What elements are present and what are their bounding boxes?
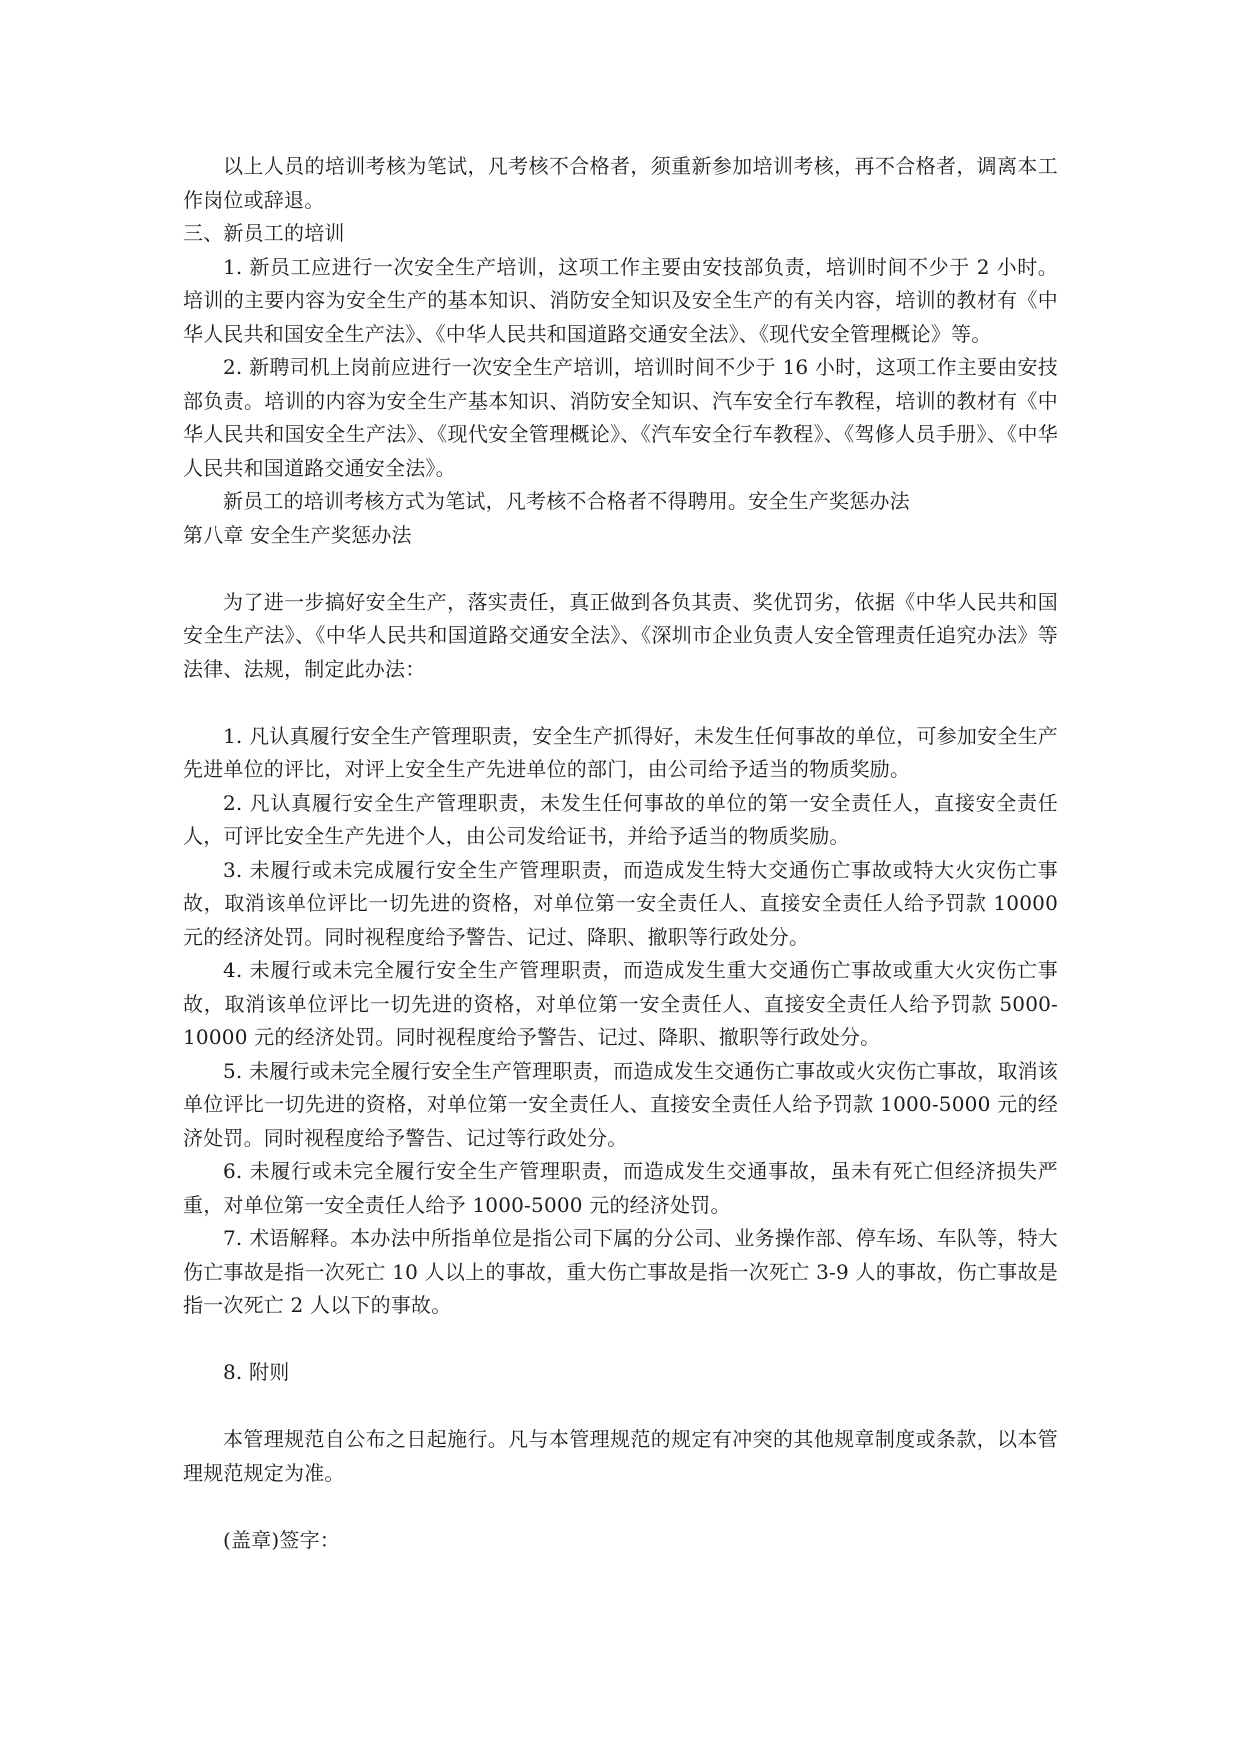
paragraph-effective-date: 本管理规范自公布之日起施行。凡与本管理规范的规定有冲突的其他规章制度或条款，以本管理规范规定为准。 [183,1427,1058,1485]
blank-line [183,552,1058,586]
section-heading-new-staff-training: 三、新员工的培训 [183,221,345,245]
blank-line [183,1390,1058,1424]
blank-line [183,1323,1058,1357]
list-item-2: 2. 凡认真履行安全生产管理职责，未发生任何事故的单位的第一安全责任人，直接安全责任人，可评比安全生产先进个人，由公司发给证书，并给予适当的物质奖励。 [183,790,1058,848]
signature-line: (盖章)签字： [223,1527,341,1552]
chapter-heading-8: 第八章 安全生产奖惩办法 [183,522,412,547]
paragraph-new-staff-item-1: 1. 新员工应进行一次安全生产培训，这项工作主要由安技部负责，培训时间不少于 2 小时。培训的主要内容为安全生产的基本知识、消防安全知识及安全生产的有关内容，培训的教材有《中华人民共和国安全生产法》、《中华人民共和国道路交通安全法》、《现代安全管理概论》等。 [183,254,1058,346]
document-body [183,150,1058,1557]
list-item-7: 7. 术语解释。本办法中所指单位是指公司下属的分公司、业务操作部、停车场、车队等，特大伤亡事故是指一次死亡 10 人以上的事故，重大伤亡事故是指一次死亡 3-9 人的事故，伤亡事故是指一次死亡 2 人以下的事故。 [183,1226,1058,1317]
list-item-8-appendix: 8. 附则 [223,1360,290,1384]
paragraph-rewards-intro: 为了进一步搞好安全生产，落实责任，真正做到各负其责、奖优罚劣，依据《中华人民共和国安全生产法》、《中华人民共和国道路交通安全法》、《深圳市企业负责人安全管理责任追究办法》等法律、法规，制定此办法： [183,589,1058,681]
blank-line [183,1490,1058,1524]
paragraph-new-staff-exam: 新员工的培训考核方式为笔试，凡考核不合格者不得聘用。安全生产奖惩办法 [223,489,910,513]
blank-line [183,686,1058,720]
paragraph-training-exam: 以上人员的培训考核为笔试，凡考核不合格者，须重新参加培训考核，再不合格者，调离本工作岗位或辞退。 [183,154,1058,212]
list-item-3: 3. 未履行或未完成履行安全生产管理职责，而造成发生特大交通伤亡事故或特大火灾伤亡事故，取消该单位评比一切先进的资格，对单位第一安全责任人、直接安全责任人给予罚款 10000 元的经济处罚。同时视程度给予警告、记过、降职、撤职等行政处分。 [183,857,1058,949]
list-item-6: 6. 未履行或未完全履行安全生产管理职责，而造成发生交通事故，虽未有死亡但经济损失严重，对单位第一安全责任人给予 1000-5000 元的经济处罚。 [183,1159,1058,1217]
list-item-5: 5. 未履行或未完全履行安全生产管理职责，而造成发生交通伤亡事故或火灾伤亡事故，取消该单位评比一切先进的资格，对单位第一安全责任人、直接安全责任人给予罚款 1000-5000 元的经济处罚。同时视程度给予警告、记过等行政处分。 [183,1058,1058,1150]
list-item-4: 4. 未履行或未完全履行安全生产管理职责，而造成发生重大交通伤亡事故或重大火灾伤亡事故，取消该单位评比一切先进的资格，对单位第一安全责任人、直接安全责任人给予罚款 5000-10000 元的经济处罚。同时视程度给予警告、记过、降职、撤职等行政处分。 [183,958,1058,1049]
list-item-1: 1. 凡认真履行安全生产管理职责，安全生产抓得好，未发生任何事故的单位，可参加安全生产先进单位的评比，对评上安全生产先进单位的部门，由公司给予适当的物质奖励。 [183,723,1058,781]
paragraph-new-driver-item-2: 2. 新聘司机上岗前应进行一次安全生产培训，培训时间不少于 16 小时，这项工作主要由安技部负责。培训的内容为安全生产基本知识、消防安全知识、汽车安全行车教程，培训的教材有《中华人民共和国安全生产法》、《现代安全管理概论》、《汽车安全行车教程》、《驾修人员手册》、《中华人民共和国道路交通安全法》。 [183,355,1058,480]
